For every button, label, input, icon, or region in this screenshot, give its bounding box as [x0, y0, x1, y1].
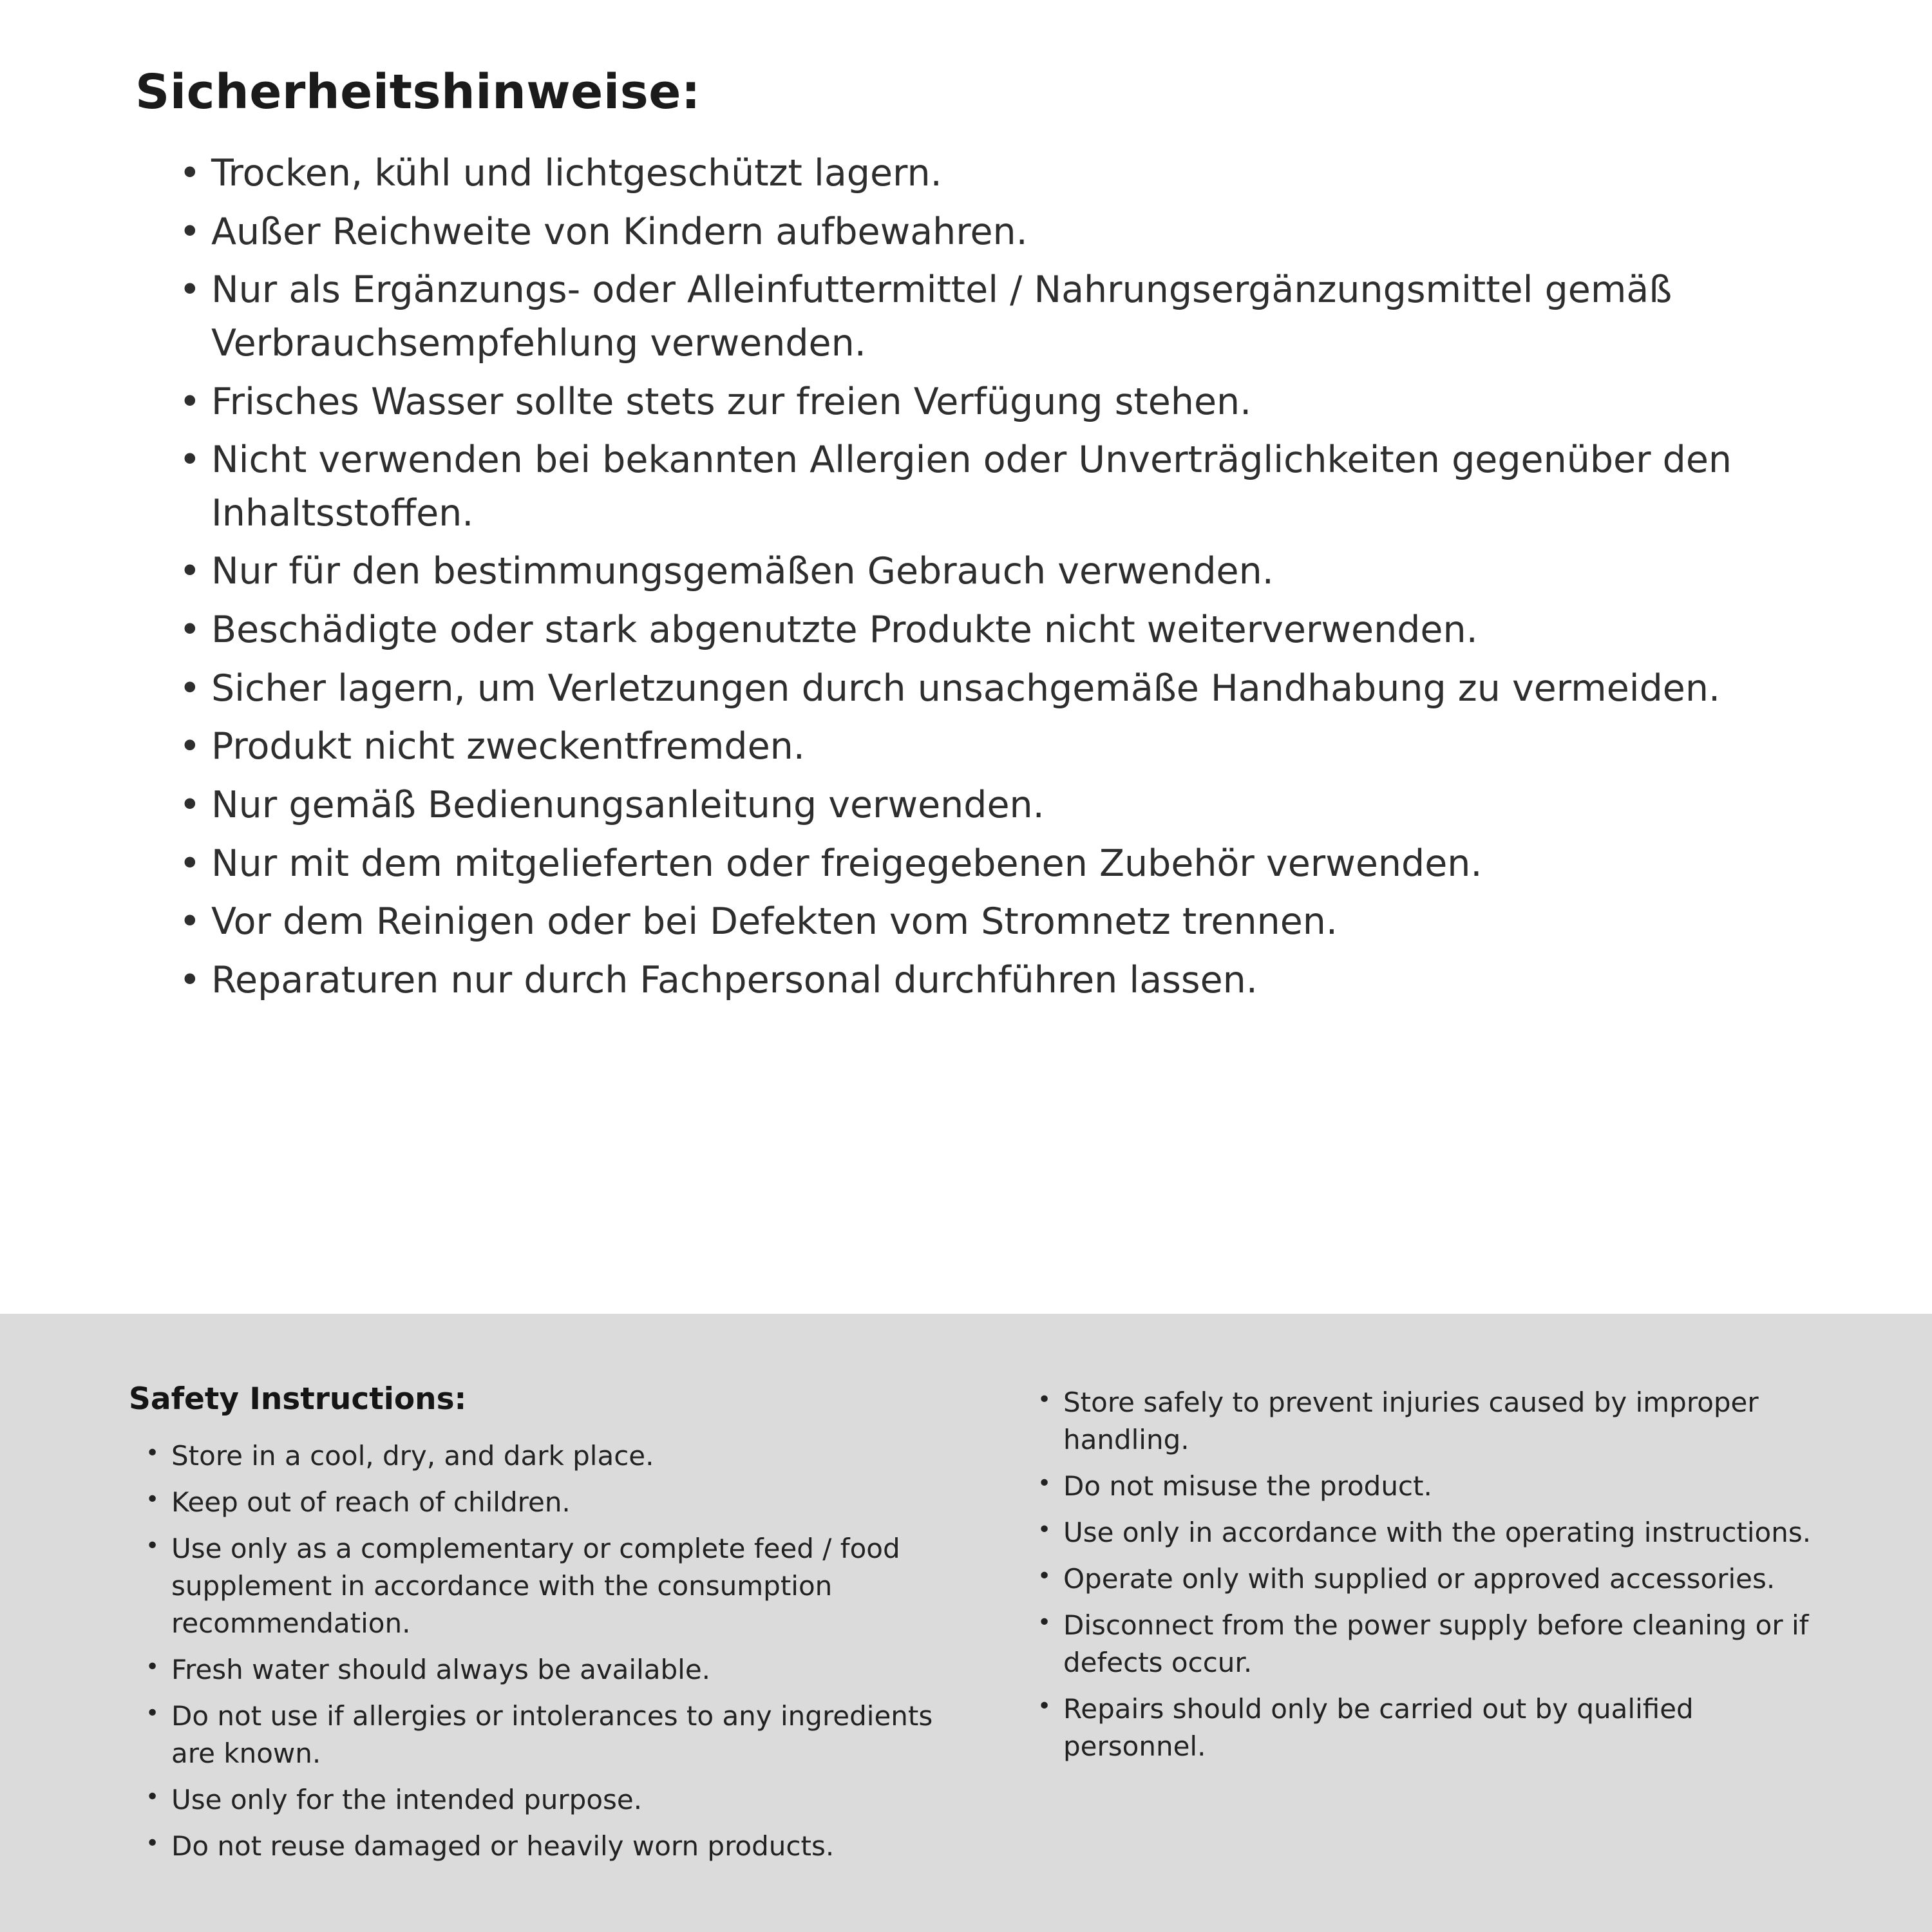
list-item: • Nur für den bestimmungsgemäßen Gebrauch verwenden. [174, 545, 1855, 598]
english-right-bullet-list [1021, 1384, 1835, 1765]
english-left-bullet-list [129, 1437, 943, 1865]
list-item: • Trocken, kühl und lichtgeschützt lagern. [174, 147, 1855, 200]
list-item: • Repairs should only be carried out by qualified personnel. [1035, 1690, 1835, 1765]
english-safety-section [0, 1314, 1932, 1932]
list-item: • Produkt nicht zweckentfremden. [174, 720, 1855, 773]
list-item: • Store safely to prevent injuries caused by improper handling. [1035, 1384, 1835, 1459]
list-item: • Use only as a complementary or complete feed / food supplement in accordance with the consumption recommendation. [143, 1530, 943, 1642]
list-item: • Reparaturen nur durch Fachpersonal durchführen lassen. [174, 954, 1855, 1007]
list-item: • Use only in accordance with the operating instructions. [1035, 1514, 1835, 1551]
list-item: • Do not reuse damaged or heavily worn products. [143, 1828, 943, 1865]
list-item: • Beschädigte oder stark abgenutzte Produkte nicht weiterverwenden. [174, 603, 1855, 657]
list-item: • Keep out of reach of children. [143, 1484, 943, 1521]
list-item: • Nur als Ergänzungs- oder Alleinfuttermittel / Nahrungsergänzungsmittel gemäß Verbrauchsempfehlung verwenden. [174, 263, 1855, 370]
list-item: • Fresh water should always be available. [143, 1651, 943, 1689]
list-item: • Operate only with supplied or approved accessories. [1035, 1560, 1835, 1598]
list-item: • Sicher lagern, um Verletzungen durch unsachgemäße Handhabung zu vermeiden. [174, 662, 1855, 715]
list-item: • Disconnect from the power supply before cleaning or if defects occur. [1035, 1607, 1835, 1681]
list-item: • Frisches Wasser sollte stets zur freien Verfügung stehen. [174, 375, 1855, 429]
list-item: • Nur mit dem mitgelieferten oder freigegebenen Zubehör verwenden. [174, 837, 1855, 891]
list-item: • Do not misuse the product. [1035, 1468, 1835, 1505]
list-item: • Use only for the intended purpose. [143, 1781, 943, 1819]
list-item: • Außer Reichweite von Kindern aufbewahren. [174, 205, 1855, 259]
list-item: • Nicht verwenden bei bekannten Allergien oder Unverträglichkeiten gegenüber den Inhaltsstoffen. [174, 433, 1855, 540]
list-item: • Do not use if allergies or intolerances to any ingredients are known. [143, 1698, 943, 1772]
german-section-title: Sicherheitshinweise: [135, 64, 701, 120]
list-item: • Nur gemäß Bedienungsanleitung verwenden. [174, 779, 1855, 832]
english-left-column [129, 1381, 943, 1893]
english-section-title: Safety Instructions: [129, 1381, 467, 1417]
list-item: • Vor dem Reinigen oder bei Defekten vom Stromnetz trennen. [174, 895, 1855, 949]
list-item: • Store in a cool, dry, and dark place. [143, 1437, 943, 1475]
english-right-column [1021, 1381, 1835, 1893]
german-bullet-list [135, 147, 1855, 1007]
